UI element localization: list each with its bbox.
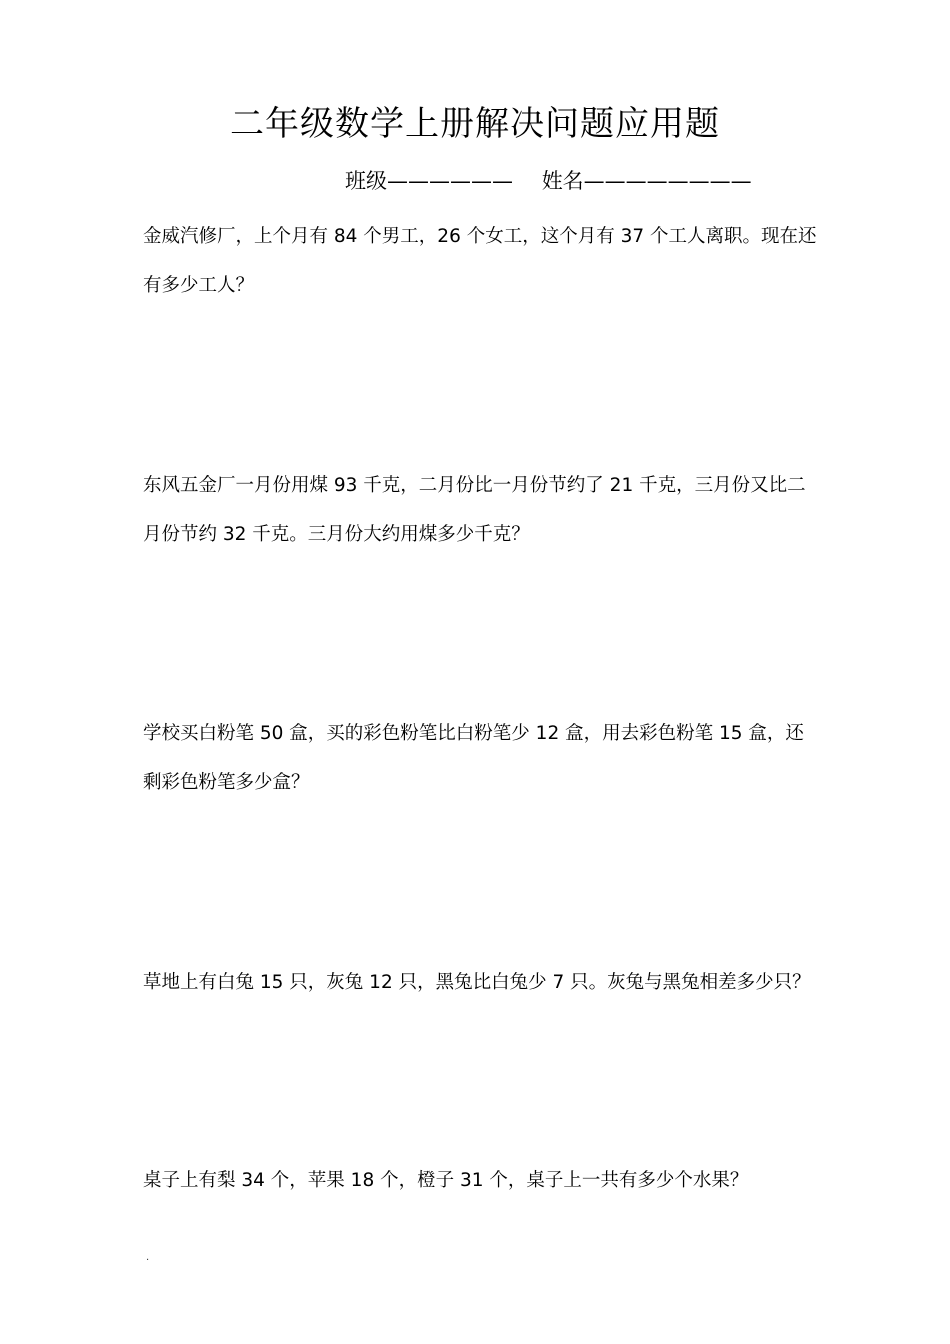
page-mark: . xyxy=(146,1252,150,1263)
question-3: 学校买白粉笔 50 盒，买的彩色粉笔比白粉笔少 12 盒，用去彩色粉笔 15 盒，还剩彩色粉笔多少盒？ xyxy=(143,723,804,793)
name-field-label: 姓名———————— xyxy=(541,169,752,193)
question-2: 东风五金厂一月份用煤 93 千克，二月份比一月份节约了 21 千克，三月份又比二月份节约 32 千克。三月份大约用煤多少千克？ xyxy=(143,475,806,545)
class-field-label: 班级—————— xyxy=(345,169,513,193)
student-info-line xyxy=(345,166,752,196)
question-4: 草地上有白兔 15 只，灰兔 12 只，黑兔比白兔少 7 只。灰兔与黑兔相差多少只？ xyxy=(143,972,811,993)
page-title: 二年级数学上册解决问题应用题 xyxy=(230,104,720,144)
question-1: 金威汽修厂，上个月有 84 个男工，26 个女工，这个月有 37 个工人离职。现在还有多少工人？ xyxy=(143,226,817,296)
question-5: 桌子上有梨 34 个，苹果 18 个，橙子 31 个，桌子上一共有多少个水果？ xyxy=(143,1170,749,1191)
